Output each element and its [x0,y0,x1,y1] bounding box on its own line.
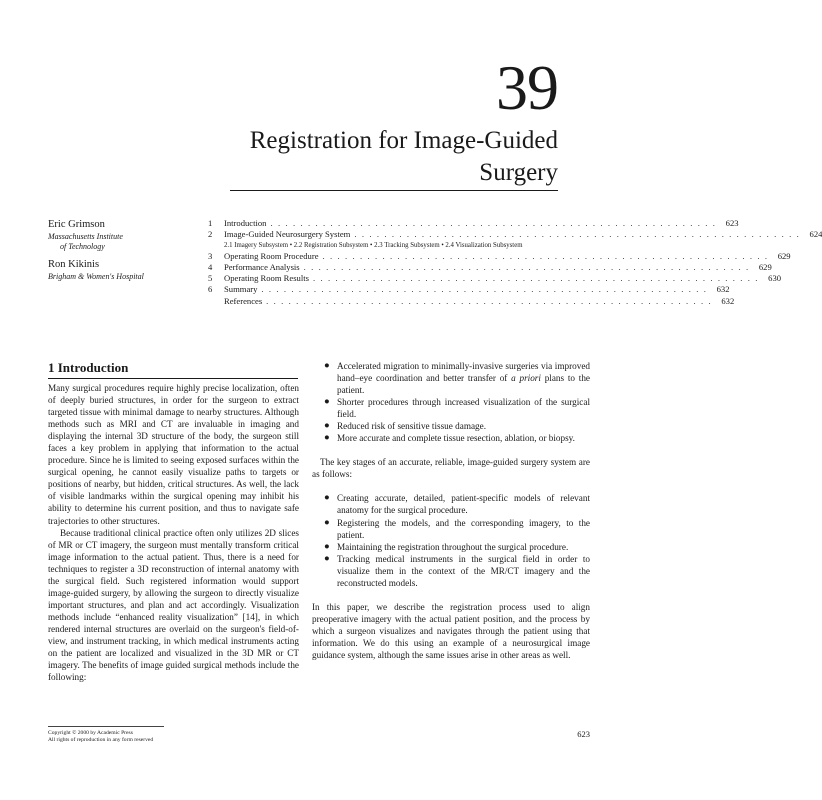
toc-title: Summary [224,284,258,295]
toc-number: 2 [208,229,213,240]
toc-page: 624 [809,229,822,240]
paragraph: Because traditional clinical practice often only utilizes 2D slices of MR or CT imagery, the surgeon must mentally transform critical image information to the actual patient. Thus, there is a need for techniques to register a 3D reconstruction of internal anatomy with the surgical field. Such registered information would support image-guided surgery, by allowing the surgeon to directly visualize important structures, and plan and act accordingly. Visualization methods include “enhanced reality visualization” [14], in which rendered internal structures are overlaid on the surgeon's field-of-view, and instrument tracking, in which medical instruments acting on the patient are localized and visualized in the 3D MR or CT imagery. The benefits of image guided surgical methods include the following: [48,527,299,683]
copyright-line: All rights of reproduction in any form reserved [48,737,154,744]
toc-page: 632 [716,284,730,295]
author-block [48,259,198,282]
list-item: ● Maintaining the registration throughout the surgical procedure. [314,541,590,553]
toc-leader: . . . . . . . . . . . . . . . . . . . . . . . . . . . . . . . . . . . . . . . . . . . . . . . . . . . . . . . . . . . . [322,250,769,261]
paragraph: Many surgical procedures require highly precise localization, often of deeply buried structures, in order for the surgeon to extract targeted tissue with minimal damage to nearby structures. Although methods such as MRI and CT are invaluable in imaging and displaying the internal 3D structure of the body, the surgeon still faces a key problem in applying that information to the actual procedure. Since he is limited to seeing exposed surfaces within the surgical opening, he cannot easily visualize paths to targets or positions of nearby, but hidden, critical structures. As well, the lack of visible landmarks within the surgical opening may inhibit his ability to determine his current position, and thus to navigate safe trajectories to other structures. [48,383,299,526]
toc-item[interactable] [208,284,730,295]
toc-page: 630 [768,273,782,284]
toc-leader: . . . . . . . . . . . . . . . . . . . . . . . . . . . . . . . . . . . . . . . . . . . . . . . . . . . . . . . . . . . . [270,218,717,228]
list-item: ● Creating accurate, detailed, patient-specific models of relevant anatomy for the surgical procedure. [314,492,590,516]
author-block [48,219,198,252]
toc-title: References [224,295,263,306]
toc-item[interactable] [208,229,822,240]
page-number: 623 [577,729,590,739]
author-name: Ron Kikinis [48,259,100,270]
copyright-notice [48,726,164,745]
toc-title: Performance Analysis [224,261,300,272]
author-affiliation: Massachusetts Institute [48,231,123,241]
list-item: ● More accurate and complete tissue resection, ablation, or biopsy. [314,432,590,444]
author-affiliation: of Technology [60,241,105,251]
list-item: ● Shorter procedures through increased visualization of the surgical field. [314,396,590,420]
chapter-number: 39 [496,52,558,123]
toc-page: 629 [777,250,791,261]
stages-list [312,492,590,588]
toc-title: Introduction [224,218,267,228]
toc-title: Operating Room Procedure [224,250,319,261]
toc-page: 623 [725,218,739,228]
table-of-contents [208,218,822,307]
toc-subsections: 2.1 Imagery Subsystem • 2.2 Registration Subsystem • 2.3 Tracking Subsystem • 2.4 Visualization Subsystem [224,241,523,249]
toc-number: 6 [208,284,213,295]
toc-page: 629 [758,261,772,272]
toc-number: 5 [208,273,213,284]
toc-leader: . . . . . . . . . . . . . . . . . . . . . . . . . . . . . . . . . . . . . . . . . . . . . . . . . . . . . . . . . . . . [261,284,708,295]
chapter-title-line-2: Surgery [479,159,558,186]
toc-leader: . . . . . . . . . . . . . . . . . . . . . . . . . . . . . . . . . . . . . . . . . . . . . . . . . . . . . . . . . . . . [354,229,801,240]
author-affiliation: Brigham & Women's Hospital [48,271,144,281]
left-column [48,382,299,683]
toc-item[interactable] [208,273,782,284]
list-item: ● Accelerated migration to minimally-invasive surgeries via improved hand–eye coordination and better transfer of a priori plans to the patient. [314,360,590,396]
toc-item[interactable] [208,250,791,262]
list-item: ● Tracking medical instruments in the surgical field in order to visualize them in the context of the MR/CT imagery and the reconstructed models. [314,553,590,589]
toc-leader: . . . . . . . . . . . . . . . . . . . . . . . . . . . . . . . . . . . . . . . . . . . . . . . . . . . . . . . . . . . . [303,261,750,272]
toc-title: Image-Guided Neurosurgery System [224,229,351,240]
toc-leader: . . . . . . . . . . . . . . . . . . . . . . . . . . . . . . . . . . . . . . . . . . . . . . . . . . . . . . . . . . . . [312,273,760,284]
section-heading: 1 Introduction [48,360,129,375]
chapter-title-line-1: Registration for Image-Guided [249,127,558,154]
toc-number: 1 [208,218,213,228]
paragraph: In this paper, we describe the registration process used to align preoperative imagery with the actual patient position, and the process by which a surgeon visualizes and navigates through the patient using that information. We do this using an example of a neurosurgical image guidance system, although the same issues arise in other areas as well. [312,601,590,660]
toc-item[interactable] [208,218,739,229]
section-rule [48,378,298,379]
toc-number: 4 [208,261,213,272]
toc-item[interactable] [208,261,772,273]
toc-item[interactable] [208,295,735,307]
right-column [312,360,590,661]
copyright-line: Copyright © 2000 by Academic Press [48,730,133,736]
author-name: Eric Grimson [48,219,105,230]
paragraph: The key stages of an accurate, reliable, image-guided surgery system are as follows: [312,457,590,480]
list-item: ● Reduced risk of sensitive tissue damage. [314,420,590,432]
title-rule [230,190,558,191]
benefits-list [312,360,590,444]
list-item: ● Registering the models, and the corresponding imagery, to the patient. [314,517,590,541]
toc-leader: . . . . . . . . . . . . . . . . . . . . . . . . . . . . . . . . . . . . . . . . . . . . . . . . . . . . . . . . . . . . [266,295,713,306]
toc-page: 632 [721,295,735,306]
toc-number: 3 [208,250,213,261]
toc-title: Operating Room Results [224,273,309,284]
